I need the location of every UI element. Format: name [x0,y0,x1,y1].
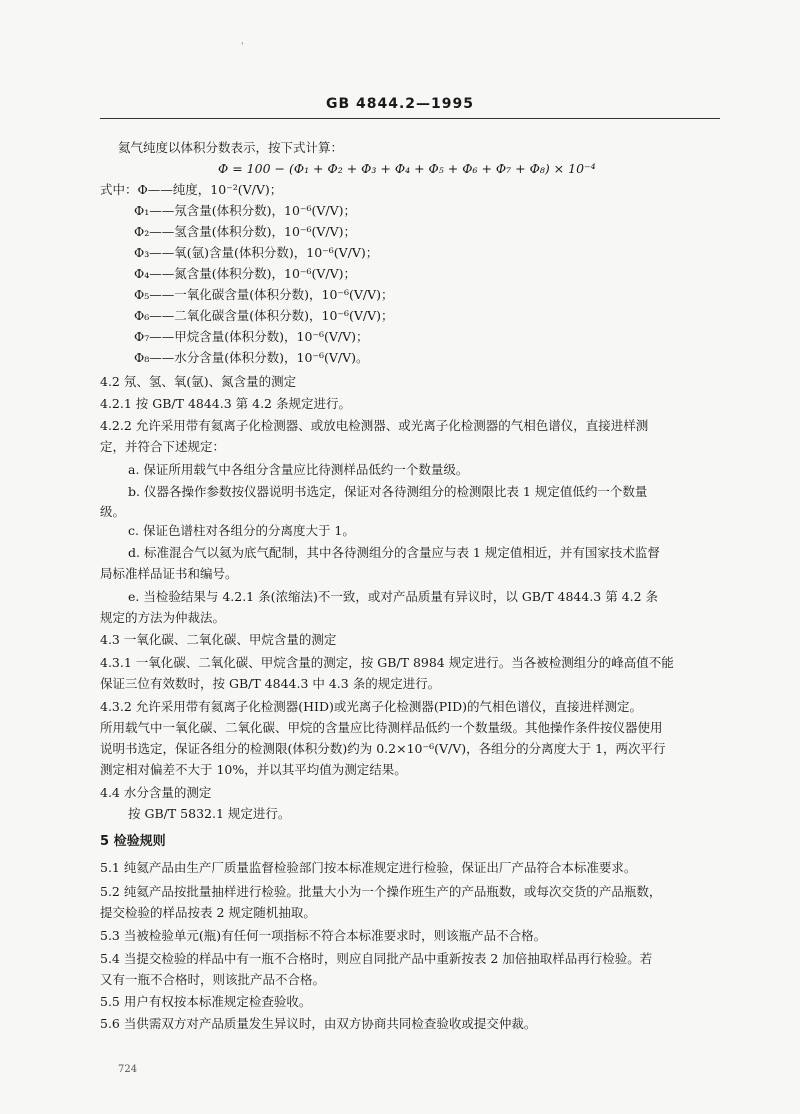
text-line: 提交检验的样品按表 2 规定随机抽取。 [100,905,316,920]
chapter-heading: 5 检验规则 [100,834,166,849]
section-heading: 4.2 氖、氢、氧(氩)、氮含量的测定 [100,374,297,389]
text-line: Φ₃——氧(氩)含量(体积分数)，10⁻⁶(V/V)； [134,245,379,260]
text-line: 4.2.1 按 GB/T 4844.3 第 4.2 条规定进行。 [100,396,351,411]
text-line: 规定的方法为仲裁法。 [100,610,226,625]
text-line: 氦气纯度以体积分数表示，按下式计算： [118,140,344,155]
text-line: 5.5 用户有权按本标准规定检查验收。 [100,994,312,1009]
formula: Φ = 100 − (Φ₁ + Φ₂ + Φ₃ + Φ₄ + Φ₅ + Φ₆ + Φ₇ + Φ₈) × 10⁻⁴ [218,161,596,176]
text-line: e. 当检验结果与 4.2.1 条(浓缩法)不一致，或对产品质量有异议时，以 GB/T 4844.3 第 4.2 条 [128,589,659,604]
text-line: Φ₁——氖含量(体积分数)，10⁻⁶(V/V)； [134,203,357,218]
text-line: 保证三位有效数时，按 GB/T 4844.3 中 4.3 条的规定进行。 [100,676,441,691]
text-line: 级。 [100,504,126,519]
text-line: 4.3.1 一氧化碳、二氧化碳、甲烷含量的测定，按 GB/T 8984 规定进行。当各被检测组分的峰高值不能 [100,655,674,670]
section-heading: 4.4 水分含量的测定 [100,785,212,800]
page-number: 724 [118,1064,138,1075]
text-line: 说明书选定，保证各组分的检测限(体积分数)约为 0.2×10⁻⁶(V/V)，各组分的分离度大于 1，两次平行 [100,741,666,756]
text-line: c. 保证色谱柱对各组分的分离度大于 1。 [128,523,355,538]
text-line: 又有一瓶不合格时，则该批产品不合格。 [100,972,326,987]
text-line: a. 保证所用载气中各组分含量应比待测样品低约一个数量级。 [128,462,469,477]
text-line: d. 标准混合气以氦为底气配制，其中各待测组分的含量应与表 1 规定值相近，并有国家技术监督 [128,545,660,560]
text-line: 5.3 当被检验单元(瓶)有任何一项指标不符合本标准要求时，则该瓶产品不合格。 [100,928,547,943]
text-line: Φ₈——水分含量(体积分数)，10⁻⁶(V/V)。 [134,350,369,365]
text-line: 5.6 当供需双方对产品质量发生异议时，由双方协商共同检查验收或提交仲裁。 [100,1016,537,1031]
text-line: 4.3.2 允许采用带有氦离子化检测器(HID)或光离子化检测器(PID)的气相色谱仪，直接进样测定。 [100,699,643,714]
scan-mark: ' [241,42,244,52]
text-line: b. 仪器各操作参数按仪器说明书选定，保证对各待测组分的检测限比表 1 规定值低约一个数量 [128,484,648,499]
text-line: Φ₄——氮含量(体积分数)，10⁻⁶(V/V)； [134,266,357,281]
text-line: 局标准样品证书和编号。 [100,566,238,581]
standard-header: GB 4844.2—1995 [325,96,475,112]
text-line: 定，并符合下述规定： [100,439,226,454]
text-line: Φ₂——氢含量(体积分数)，10⁻⁶(V/V)； [134,224,357,239]
text-line: 测定相对偏差不大于 10%，并以其平均值为测定结果。 [100,762,407,777]
text-line: 式中：Φ——纯度，10⁻²(V/V)； [100,182,283,197]
text-line: 5.1 纯氦产品由生产厂质量监督检验部门按本标准规定进行检验，保证出厂产品符合本标准要求。 [100,860,637,875]
text-line: 5.4 当提交检验的样品中有一瓶不合格时，则应自同批产品中重新按表 2 加倍抽取样品再行检验。若 [100,951,653,966]
text-line: 5.2 纯氦产品按批量抽样进行检验。批量大小为一个操作班生产的产品瓶数，或每次交货的产品瓶数， [100,884,662,899]
text-line: 所用载气中一氧化碳、二氧化碳、甲烷的含量应比待测样品低约一个数量级。其他操作条件按仪器使用 [100,720,663,735]
text-line: Φ₅——一氧化碳含量(体积分数)，10⁻⁶(V/V)； [134,287,394,302]
header-rule [100,118,720,119]
text-line: Φ₆——二氧化碳含量(体积分数)，10⁻⁶(V/V)； [134,308,394,323]
text-line: 4.2.2 允许采用带有氦离子化检测器、或放电检测器、或光离子化检测器的气相色谱仪，直接进样测 [100,418,649,433]
text-line: 按 GB/T 5832.1 规定进行。 [128,806,291,821]
text-line: Φ₇——甲烷含量(体积分数)，10⁻⁶(V/V)； [134,329,369,344]
section-heading: 4.3 一氧化碳、二氧化碳、甲烷含量的测定 [100,632,337,647]
